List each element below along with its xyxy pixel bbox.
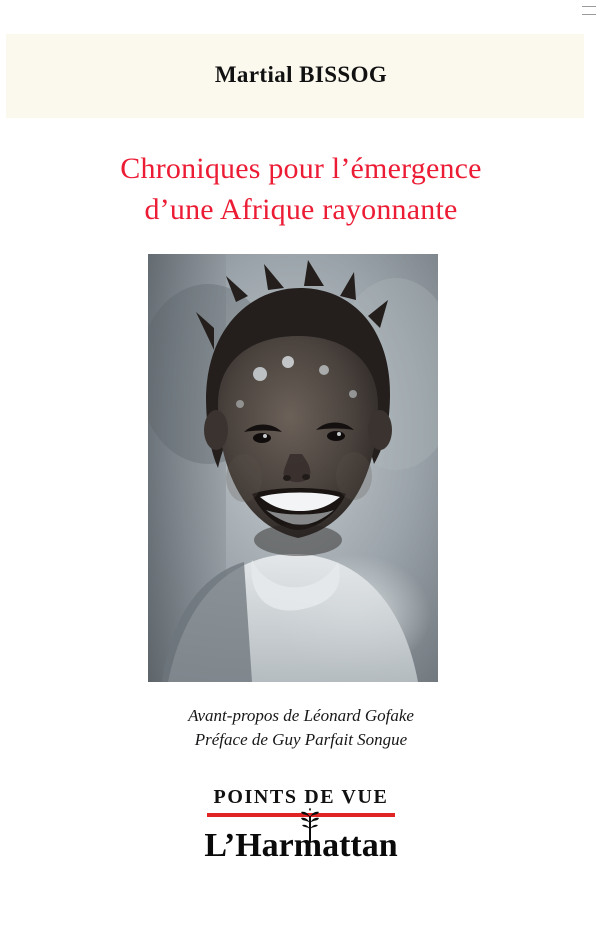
foreword-credit: Avant-propos de Léonard Gofake — [188, 706, 414, 725]
title-line-2: d’une Afrique rayonnante — [144, 193, 458, 226]
cover-photograph — [148, 254, 438, 682]
title-line-1: Chroniques pour l’émergence — [120, 152, 482, 185]
book-title — [0, 148, 602, 230]
author-name: Martial BISSOG — [214, 62, 388, 87]
scan-edge-mark — [582, 14, 596, 15]
publisher-name: L’Harmattan — [204, 827, 398, 864]
collection-name: POINTS DE VUE — [213, 786, 389, 808]
publisher-logo — [0, 824, 602, 868]
wheat-ear-icon — [295, 808, 325, 842]
scan-edge-mark — [582, 6, 596, 7]
preface-credit: Préface de Guy Parfait Songue — [194, 730, 408, 749]
front-matter-credits — [0, 704, 602, 752]
